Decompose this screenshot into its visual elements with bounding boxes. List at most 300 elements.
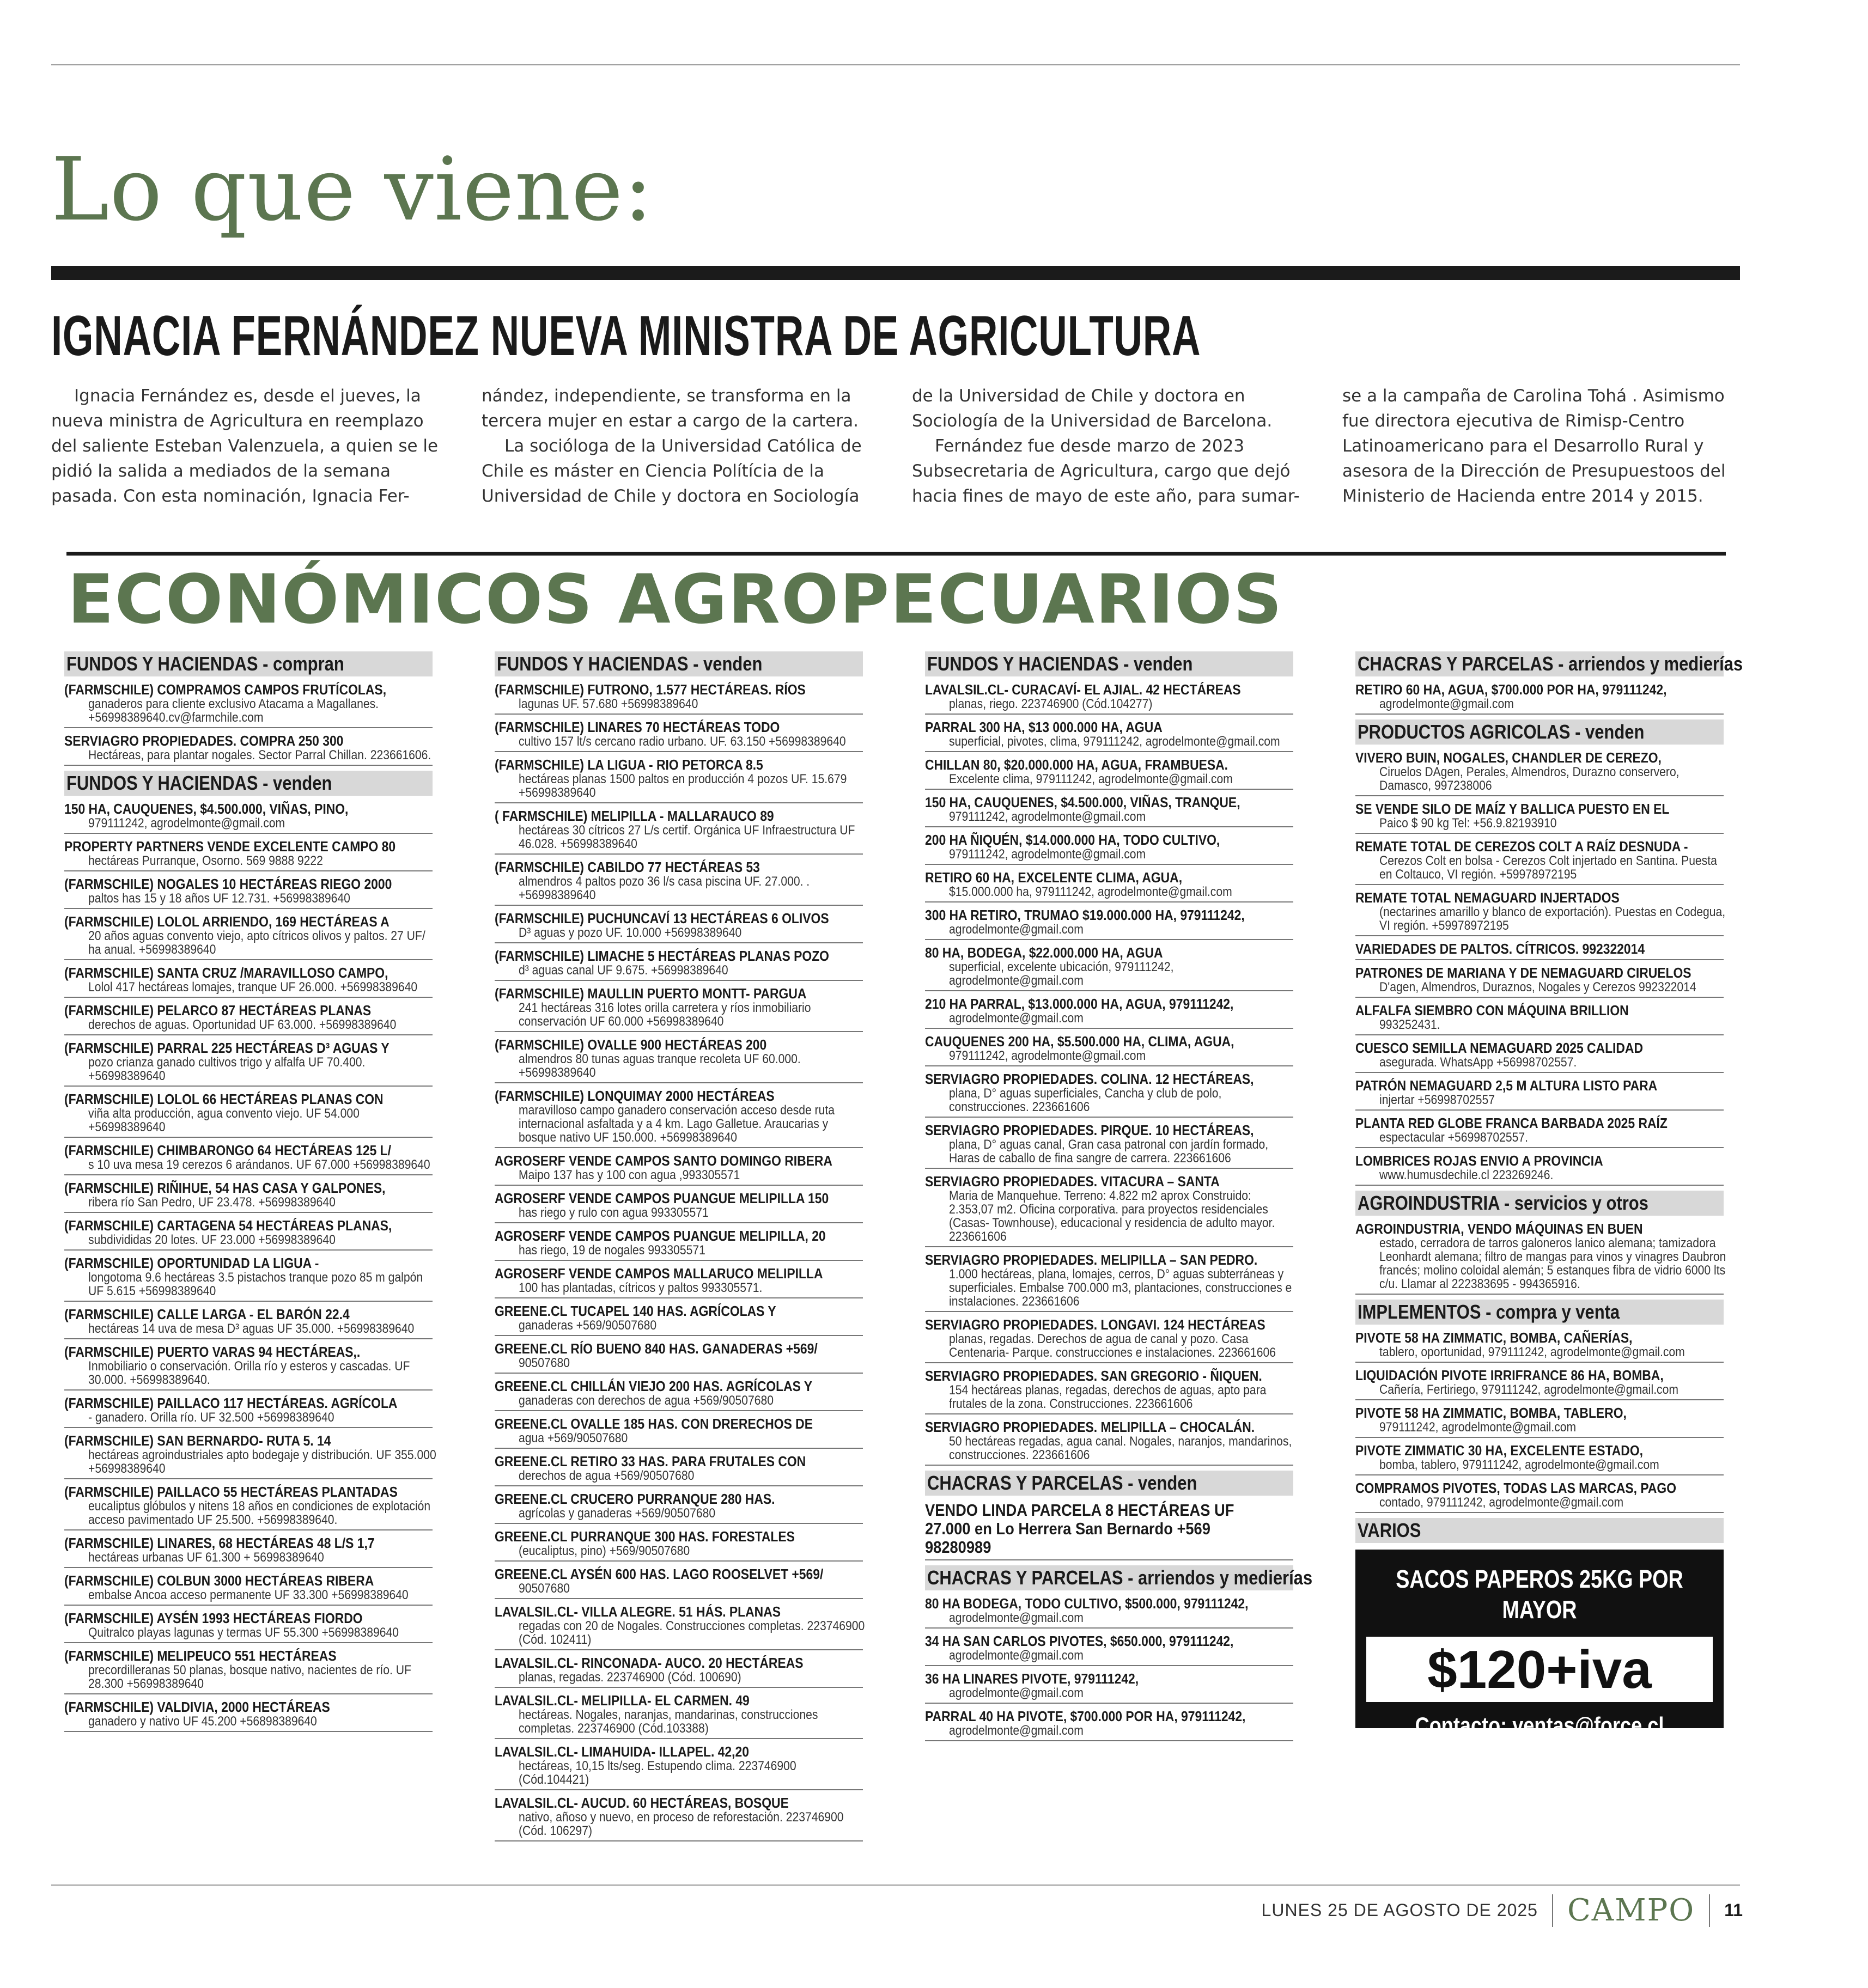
classified-ad: [925, 832, 1293, 865]
ad-title: (FARMSCHILE) LOLOL ARRIENDO, 169 HECTÁREAS A: [64, 913, 390, 930]
ad-title: PROPERTY PARTNERS VENDE EXCELENTE CAMPO 80: [64, 838, 396, 855]
ad-title: (FARMSCHILE) LINARES, 68 HECTÁREAS 48 L/S 1,7: [64, 1535, 375, 1551]
ad-title: (FARMSCHILE) LIMACHE 5 HECTÁREAS PLANAS POZO: [495, 948, 829, 964]
ad-description: 979111242, agrodelmonte@gmail.com: [949, 847, 1146, 862]
page-footer: [1262, 1893, 1743, 1928]
ad-description: (eucaliptus, pino) +569/90507680: [519, 1544, 690, 1558]
classified-ad: [925, 1071, 1293, 1118]
classified-ad: [1355, 890, 1724, 936]
ad-title: 36 HA LINARES PIVOTE, 979111242,: [925, 1670, 1139, 1687]
ad-description: tablero, oportunidad, 979111242, agrodelmonte@gmail.com: [1379, 1345, 1685, 1359]
ad-description: estado, cerradora de tarros galoneros lanico alemana; tamizadora Leonhardt alemana; filtro de mangas para vinos y vinagres Daubron francés; molino coloidal alemán; 5 estanques fibra de vidrio 6000 lts c/u. Llamar al 222383695 - 994365916.: [1379, 1236, 1726, 1291]
ad-title: (FARMSCHILE) CHIMBARONGO 64 HECTÁREAS 125 L/: [64, 1142, 392, 1158]
ad-description: agrícolas y ganaderas +569/90507680: [519, 1506, 716, 1521]
ad-title: PLANTA RED GLOBE FRANCA BARBADA 2025 RAÍZ: [1355, 1115, 1668, 1131]
classified-ad: [64, 682, 433, 728]
classified-ad: [495, 986, 863, 1032]
thick-divider: [51, 266, 1740, 280]
ad-description: agrodelmonte@gmail.com: [949, 1011, 1084, 1026]
news-column-1: [51, 383, 449, 509]
ad-description: Ciruelos DAgen, Perales, Almendros, Durazno conservero, Damasco, 997238006: [1379, 765, 1680, 793]
classified-ad: [495, 911, 863, 943]
ad-title: CHILLAN 80, $20.000.000 HA, AGUA, FRAMBUESA.: [925, 757, 1228, 773]
ad-title: (FARMSCHILE) SAN BERNARDO- RUTA 5. 14: [64, 1432, 331, 1449]
category-header: [1355, 1191, 1724, 1216]
ad-description: 993252431.: [1379, 1017, 1440, 1032]
ad-title: LOMBRICES ROJAS ENVIO A PROVINCIA: [1355, 1152, 1603, 1169]
ad-title: SERVIAGRO PROPIEDADES. PIRQUE. 10 HECTÁREAS,: [925, 1122, 1254, 1138]
ad-title: GREENE.CL CRUCERO PURRANQUE 280 HAS.: [495, 1491, 775, 1507]
ad-title: (FARMSCHILE) CALLE LARGA - EL BARÓN 22.4: [64, 1306, 350, 1322]
ad-title: (FARMSCHILE) AYSÉN 1993 HECTÁREAS FIORDO: [64, 1610, 363, 1626]
ad-title: PIVOTE 58 HA ZIMMATIC, BOMBA, CAÑERÍAS,: [1355, 1330, 1633, 1346]
ad-description: contado, 979111242, agrodelmonte@gmail.com: [1379, 1495, 1624, 1510]
classifieds-divider: [66, 552, 1726, 556]
ad-description: Cañería, Fertiriego, 979111242, agrodelmonte@gmail.com: [1379, 1382, 1678, 1397]
ad-title: (FARMSCHILE) OPORTUNIDAD LA LIGUA -: [64, 1255, 319, 1271]
ad-title: PATRONES DE MARIANA Y DE NEMAGUARD CIRUELOS: [1355, 965, 1691, 981]
ad-description: 1.000 hectáreas, plana, lomajes, cerros, D° aguas subterráneas y superficiales. Embalse 700.000 m3, plantaciones, construcciones e instalaciones. 223661606: [949, 1267, 1292, 1309]
news-body: [51, 383, 1740, 509]
category-header: [1355, 719, 1724, 745]
classified-ad: [925, 719, 1293, 752]
ad-description: www.humusdechile.cl 223269246.: [1379, 1168, 1554, 1182]
news-column-4: [1342, 383, 1740, 509]
classified-ad: [925, 907, 1293, 940]
ad-description: Quitralco playas lagunas y termas UF 55.300 +56998389640: [88, 1625, 399, 1640]
ad-title: AGROSERF VENDE CAMPOS PUANGUE MELIPILLA 150: [495, 1190, 829, 1206]
ad-title: GREENE.CL PURRANQUE 300 HAS. FORESTALES: [495, 1528, 795, 1545]
ad-description: cultivo 157 lt/s cercano radio urbano. UF. 63.150 +56998389640: [519, 734, 846, 749]
classified-ad: [495, 859, 863, 906]
ad-description: injertar +56998702557: [1379, 1093, 1495, 1107]
ad-title: PARRAL 40 HA PIVOTE, $700.000 POR HA, 979111242,: [925, 1708, 1246, 1724]
classified-ad: [1355, 801, 1724, 834]
classified-ad: [64, 914, 433, 960]
ad-title: CAUQUENES 200 HA, $5.500.000 HA, CLIMA, AGUA,: [925, 1033, 1234, 1050]
classified-ad: [495, 1191, 863, 1223]
category-header: [925, 1565, 1313, 1590]
ad-title: (FARMSCHILE) LONQUIMAY 2000 HECTÁREAS: [495, 1088, 775, 1104]
news-column-3: [912, 383, 1310, 509]
classified-ad: [1355, 1153, 1724, 1186]
classified-ad: [495, 1341, 863, 1374]
ad-description: ganaderos para cliente exclusivo Atacama a Magallanes. +56998389640.cv@farmchile.com: [88, 697, 379, 725]
classified-column-1: [64, 651, 436, 1737]
ad-description: hectáreas. Nogales, naranjas, mandarinas, construcciones completas. 223746900 (Cód.103388): [519, 1708, 818, 1736]
ad-description: asegurada. WhatsApp +56998702557.: [1379, 1055, 1577, 1070]
ad-title: (FARMSCHILE) RIÑIHUE, 54 HAS CASA Y GALPONES,: [64, 1180, 386, 1196]
ad-title: SERVIAGRO PROPIEDADES. SAN GREGORIO - ÑIQUEN.: [925, 1368, 1262, 1384]
ad-description: agrodelmonte@gmail.com: [949, 1723, 1084, 1738]
classified-ad: [1355, 941, 1724, 960]
ad-description: Maria de Manquehue. Terreno: 4.822 m2 aprox Construido: 2.353,07 m2. Oficina corporativa. para proyectos residenciales (Casas- Townhouse), educacional y residencia de adulto mayor. 223661606: [949, 1188, 1275, 1244]
classified-ad: [1355, 1443, 1724, 1475]
classified-ad: [1355, 839, 1724, 885]
classified-ad: [495, 1454, 863, 1486]
ad-title: PIVOTE ZIMMATIC 30 HA, EXCELENTE ESTADO,: [1355, 1442, 1643, 1459]
category-label: FUNDOS Y HACIENDAS - venden: [927, 652, 1193, 675]
ad-title: LAVALSIL.CL- VILLA ALEGRE. 51 HÁS. PLANAS: [495, 1603, 781, 1620]
classifieds-columns: [64, 651, 1743, 1850]
news-paragraph: Ignacia Fernández es, desde el jueves, la nueva ministra de Agricultura en reemplazo del saliente Esteban Valenzuela, a quien se le pidió la salida a mediados de la semana pasada. Con esta nominación, Ignacia Fer-: [51, 386, 439, 506]
ad-description: espectacular +56998702557.: [1379, 1130, 1529, 1145]
ad-description: Hectáreas, para plantar nogales. Sector Parral Chillan. 223661606.: [88, 748, 431, 763]
ad-description: plana, D° aguas superficiales, Cancha y club de polo, construcciones. 223661606: [949, 1086, 1222, 1114]
classified-ad: [495, 1228, 863, 1261]
classified-ad: [925, 945, 1293, 991]
ad-title: (FARMSCHILE) FUTRONO, 1.577 HECTÁREAS. RÍOS: [495, 681, 806, 698]
ad-title: 210 HA PARRAL, $13.000.000 HA, AGUA, 979111242,: [925, 996, 1234, 1012]
classified-ad: [64, 1180, 433, 1213]
ad-description: 979111242, agrodelmonte@gmail.com: [949, 1048, 1146, 1063]
ad-title: SERVIAGRO PROPIEDADES. MELIPILLA – CHOCALÁN.: [925, 1419, 1255, 1435]
ad-description: Paico $ 90 kg Tel: +56.9.82193910: [1379, 816, 1557, 831]
classified-ad: [925, 870, 1293, 902]
ad-description: agrodelmonte@gmail.com: [949, 1611, 1084, 1625]
category-label: FUNDOS Y HACIENDAS - venden: [497, 652, 763, 675]
ad-description: ganaderas con derechos de agua +569/90507680: [519, 1393, 774, 1408]
classified-ad: [925, 1501, 1293, 1560]
ad-description: superficial, excelente ubicación, 979111242, agrodelmonte@gmail.com: [949, 960, 1174, 988]
ad-description: derechos de agua +569/90507680: [519, 1468, 695, 1483]
classified-column-4: [1355, 651, 1743, 1765]
ad-description: agrodelmonte@gmail.com: [949, 1648, 1084, 1663]
ad-title: (FARMSCHILE) MELIPEUCO 551 HECTÁREAS: [64, 1648, 337, 1664]
classified-ad: [925, 1123, 1293, 1169]
classified-ad: [495, 1604, 863, 1650]
classified-ad: [495, 1566, 863, 1599]
ad-description: agrodelmonte@gmail.com: [1379, 697, 1514, 711]
classified-ad: [495, 1379, 863, 1411]
ad-title: VENDO LINDA PARCELA 8 HECTÁREAS UF 27.000 en Lo Herrera San Bernardo +569 98280989: [925, 1501, 1234, 1557]
top-rule: [51, 64, 1740, 65]
classified-ad: [495, 757, 863, 803]
promo-phone: fono +569 4547 3443: [1444, 1740, 1635, 1765]
ad-title: LAVALSIL.CL- CURACAVÍ- EL AJIAL. 42 HECTÁREAS: [925, 681, 1241, 698]
ad-title: AGROSERF VENDE CAMPOS PUANGUE MELIPILLA, 20: [495, 1228, 826, 1244]
ad-title: GREENE.CL RÍO BUENO 840 HAS. GANADERAS +569/: [495, 1340, 818, 1357]
ad-description: Cerezos Colt en bolsa - Cerezos Colt injertado en Santina. Puesta en Coltauco, VI región. +59978972195: [1379, 853, 1717, 882]
classified-ad: [495, 948, 863, 981]
classified-ad: [64, 1699, 433, 1732]
classified-ad: [495, 1088, 863, 1148]
ad-description: 979111242, agrodelmonte@gmail.com: [1379, 1420, 1577, 1435]
ad-description: ganadero y nativo UF 45.200 +56898389640: [88, 1714, 317, 1729]
category-header: [925, 651, 1293, 676]
ad-description: ganaderas +569/90507680: [519, 1318, 657, 1333]
classified-ad: [495, 1744, 863, 1790]
category-label: PRODUCTOS AGRICOLAS - venden: [1358, 721, 1645, 743]
ad-title: (FARMSCHILE) CARTAGENA 54 HECTÁREAS PLANAS,: [64, 1217, 392, 1234]
classified-ad: [1355, 965, 1724, 998]
ad-description: paltos has 15 y 18 años UF 12.731. +56998389640: [88, 891, 350, 906]
classified-ad: [64, 1395, 433, 1428]
classified-ad: [495, 1693, 863, 1739]
ad-description: 979111242, agrodelmonte@gmail.com: [88, 816, 285, 831]
ad-description: derechos de aguas. Oportunidad UF 63.000. +56998389640: [88, 1017, 397, 1032]
classified-ad: [64, 733, 433, 766]
classified-ad: [1355, 1221, 1724, 1295]
ad-title: CUESCO SEMILLA NEMAGUARD 2025 CALIDAD: [1355, 1040, 1643, 1056]
ad-description: D'agen, Almendros, Duraznos, Nogales y Cerezos 992322014: [1379, 980, 1696, 995]
ad-description: eucaliptus glóbulos y nitens 18 años en condiciones de explotación acceso pavimentado UF 25.500. +56998389640.: [88, 1499, 431, 1527]
ad-title: (FARMSCHILE) CABILDO 77 HECTÁREAS 53: [495, 859, 760, 875]
classified-ad: [64, 1432, 436, 1479]
ad-title: LAVALSIL.CL- RINCONADA- AUCO. 20 HECTÁREAS: [495, 1655, 804, 1671]
ad-title: 150 HA, CAUQUENES, $4.500.000, VIÑAS, TRANQUE,: [925, 794, 1240, 810]
classified-ad: [64, 801, 433, 834]
classified-ad: [64, 1484, 433, 1530]
ad-title: 300 HA RETIRO, TRUMAO $19.000.000 HA, 979111242,: [925, 907, 1245, 923]
category-header: [64, 651, 433, 676]
classified-ad: [64, 839, 433, 871]
ad-title: AGROSERF VENDE CAMPOS MALLARUCO MELIPILLA: [495, 1265, 823, 1282]
footer-separator: [1709, 1894, 1710, 1927]
ad-description: has riego, 19 de nogales 993305571: [519, 1243, 705, 1258]
ad-description: nativo, añoso y nuevo, en proceso de reforestación. 223746900 (Cód. 106297): [519, 1810, 844, 1838]
classified-ad: [495, 1037, 863, 1083]
ad-description: planas, regadas. 223746900 (Cód. 100690): [519, 1670, 741, 1685]
ad-description: agrodelmonte@gmail.com: [949, 1686, 1084, 1700]
classified-ad: [925, 757, 1293, 790]
ad-description: 50 hectáreas regadas, agua canal. Nogales, naranjos, mandarinos, construcciones. 223661606: [949, 1434, 1292, 1462]
ad-title: RETIRO 60 HA, AGUA, $700.000 POR HA, 979111242,: [1355, 681, 1667, 698]
ad-title: LIQUIDACIÓN PIVOTE IRRIFRANCE 86 HA, BOMBA,: [1355, 1367, 1664, 1383]
category-label: CHACRAS Y PARCELAS - venden: [927, 1472, 1197, 1494]
ad-description: Maipo 137 has y 100 con agua ,993305571: [519, 1168, 740, 1182]
classified-ad: [495, 682, 863, 715]
classified-ad: [64, 1255, 433, 1302]
ad-title: SERVIAGRO PROPIEDADES. VITACURA – SANTA: [925, 1173, 1220, 1190]
classified-ad: [495, 1655, 863, 1688]
ad-title: SERVIAGRO PROPIEDADES. LONGAVI. 124 HECTÁREAS: [925, 1316, 1265, 1333]
footer-brand: CAMPO: [1567, 1893, 1695, 1928]
ad-description: 90507680: [519, 1356, 570, 1370]
category-header: [925, 1471, 1293, 1496]
classified-ad: [1355, 1368, 1724, 1400]
promo-contact: Contacto: ventas@force.cl: [1415, 1712, 1664, 1738]
classified-ad: [925, 1252, 1293, 1312]
news-paragraph: nández, independiente, se transforma en la tercera mujer en estar a cargo de la cartera.: [482, 386, 859, 431]
category-label: IMPLEMENTOS - compra y venta: [1358, 1301, 1620, 1323]
classified-ad: [64, 1573, 433, 1606]
classified-ad: [1355, 1480, 1724, 1513]
classified-ad: [495, 1303, 863, 1336]
ad-title: (FARMSCHILE) SANTA CRUZ /MARAVILLOSO CAMPO,: [64, 965, 388, 981]
ad-description: ribera río San Pedro, UF 23.478. +56998389640: [88, 1195, 336, 1210]
category-header: [1355, 1300, 1724, 1325]
ad-title: (FARMSCHILE) COMPRAMOS CAMPOS FRUTÍCOLAS,: [64, 681, 387, 698]
ad-title: (FARMSCHILE) PUCHUNCAVÍ 13 HECTÁREAS 6 OLIVOS: [495, 910, 829, 926]
category-label: AGROINDUSTRIA - servicios y otros: [1358, 1192, 1648, 1214]
promo-ad-box: [1355, 1550, 1724, 1765]
classified-ad: [495, 719, 863, 752]
ad-description: Excelente clima, 979111242, agrodelmonte@gmail.com: [949, 772, 1233, 786]
ad-title: 150 HA, CAUQUENES, $4.500.000, VIÑAS, PINO,: [64, 801, 349, 817]
classified-ad: [64, 1611, 433, 1643]
category-header: [64, 771, 433, 796]
ad-description: (nectarines amarillo y blanco de exportación). Puestas en Codegua, VI región. +59978972195: [1379, 905, 1726, 933]
ad-title: GREENE.CL TUCAPEL 140 HAS. AGRÍCOLAS Y: [495, 1303, 776, 1319]
classified-ad: [1355, 1330, 1724, 1363]
ad-description: hectáreas planas 1500 paltos en producción 4 pozos UF. 15.679 +56998389640: [519, 772, 847, 800]
classified-ad: [1355, 1040, 1724, 1073]
ad-title: (FARMSCHILE) PAILLACO 117 HECTÁREAS. AGRÍCOLA: [64, 1395, 398, 1411]
page-number: 11: [1724, 1900, 1743, 1920]
classified-column-2: [495, 651, 863, 1846]
classified-ad: [64, 1307, 433, 1339]
ad-description: $15.000.000 ha, 979111242, agrodelmonte@gmail.com: [949, 885, 1232, 899]
classified-ad: [925, 1317, 1293, 1363]
classified-ad: [495, 1416, 863, 1449]
classified-ad: [495, 808, 863, 855]
ad-description: hectáreas 30 cítricos 27 L/s certif. Orgánica UF Infraestructura UF 46.028. +56998389640: [519, 823, 855, 851]
category-header: [1355, 1518, 1724, 1543]
ad-title: GREENE.CL AYSÉN 600 HAS. LAGO ROOSELVET +569/: [495, 1566, 824, 1582]
ad-title: AGROSERF VENDE CAMPOS SANTO DOMINGO RIBERA: [495, 1152, 832, 1169]
ad-title: GREENE.CL RETIRO 33 HAS. PARA FRUTALES CON: [495, 1453, 806, 1469]
classified-column-3: [925, 651, 1313, 1746]
ad-title: GREENE.CL CHILLÁN VIEJO 200 HAS. AGRÍCOLAS Y: [495, 1378, 813, 1394]
classified-ad: [925, 1034, 1293, 1066]
classified-ad: [64, 1143, 433, 1175]
ad-description: 241 hectáreas 316 lotes orilla carretera y ríos inmobiliario conservación UF 60.000 +56998389640: [519, 1001, 811, 1029]
ad-description: 90507680: [519, 1581, 570, 1596]
ad-description: s 10 uva mesa 19 cerezos 6 arándanos. UF 67.000 +56998389640: [88, 1157, 430, 1172]
news-paragraph: se a la campaña de Carolina Tohá . Asimismo fue directora ejecutiva de Rimisp-Centro Latinoamericano para el Desarrollo Rural y asesora de la Dirección de Presupuestoos del Ministerio de Hacienda entre 2014 y 2015.: [1342, 386, 1726, 506]
ad-title: RETIRO 60 HA, EXCELENTE CLIMA, AGUA,: [925, 869, 1183, 886]
promo-line: SACOS PAPEROS 25KG POR MAYOR: [1396, 1565, 1683, 1624]
ad-description: hectáreas 14 uva de mesa D³ aguas UF 35.000. +56998389640: [88, 1321, 415, 1336]
classifieds-title: ECONÓMICOS AGROPECUARIOS: [68, 560, 1283, 639]
ad-title: (FARMSCHILE) OVALLE 900 HECTÁREAS 200: [495, 1036, 767, 1053]
classified-ad: [925, 1633, 1293, 1666]
classified-ad: [1355, 1405, 1724, 1438]
category-label: FUNDOS Y HACIENDAS - compran: [66, 652, 344, 675]
ad-description: hectáreas urbanas UF 61.300 + 56998389640: [88, 1550, 324, 1565]
classified-ad: [64, 1344, 433, 1391]
ad-description: precordilleranas 50 planas, bosque nativo, nacientes de río. UF 28.300 +56998389640: [88, 1663, 411, 1691]
classified-ad: [64, 876, 433, 909]
ad-description: planas, riego. 223746900 (Cód.104277): [949, 697, 1153, 711]
ad-description: agrodelmonte@gmail.com: [949, 922, 1084, 937]
ad-title: (FARMSCHILE) NOGALES 10 HECTÁREAS RIEGO 2000: [64, 876, 392, 892]
ad-title: (FARMSCHILE) PARRAL 225 HECTÁREAS D³ AGUAS Y: [64, 1040, 390, 1056]
ad-description: d³ aguas canal UF 9.675. +56998389640: [519, 963, 728, 978]
ad-title: (FARMSCHILE) VALDIVIA, 2000 HECTÁREAS: [64, 1699, 330, 1715]
ad-title: ( FARMSCHILE) MELIPILLA - MALLARAUCO 89: [495, 808, 774, 824]
ad-description: 979111242, agrodelmonte@gmail.com: [949, 809, 1146, 824]
classified-ad: [1355, 1003, 1724, 1035]
news-paragraph: La socióloga de la Universidad Católica de Chile es máster en Ciencia Polítícia de la Universidad de Chile y doctora en Sociología: [482, 436, 862, 506]
classified-ad: [64, 1648, 433, 1694]
category-label: FUNDOS Y HACIENDAS - venden: [66, 772, 332, 794]
category-label: CHACRAS Y PARCELAS - arriendos y medierías: [1358, 652, 1743, 675]
ad-description: - ganadero. Orilla río. UF 32.500 +56998389640: [88, 1410, 334, 1425]
ad-title: SERVIAGRO PROPIEDADES. MELIPILLA – SAN PEDRO.: [925, 1252, 1258, 1268]
ad-title: (FARMSCHILE) PELARCO 87 HECTÁREAS PLANAS: [64, 1002, 372, 1019]
ad-title: PATRÓN NEMAGUARD 2,5 M ALTURA LISTO PARA: [1355, 1077, 1658, 1094]
ad-title: AGROINDUSTRIA, VENDO MÁQUINAS EN BUEN: [1355, 1221, 1643, 1237]
ad-description: D³ aguas y pozo UF. 10.000 +56998389640: [519, 925, 742, 940]
ad-title: 80 HA BODEGA, TODO CULTIVO, $500.000, 979111242,: [925, 1595, 1249, 1612]
classified-ad: [925, 1174, 1293, 1247]
classified-ad: [64, 965, 433, 998]
bottom-rule: [51, 1885, 1740, 1886]
ad-title: (FARMSCHILE) LOLOL 66 HECTÁREAS PLANAS CON: [64, 1091, 384, 1107]
ad-description: hectáreas, 10,15 lts/seg. Estupendo clima. 223746900 (Cód.104421): [519, 1759, 796, 1787]
ad-description: regadas con 20 de Nogales. Construcciones completas. 223746900 (Cód. 102411): [519, 1619, 865, 1647]
classified-ad: [64, 1091, 433, 1138]
ad-title: LAVALSIL.CL- AUCUD. 60 HECTÁREAS, BOSQUE: [495, 1795, 789, 1811]
classified-ad: [495, 1795, 863, 1841]
ad-description: 154 hectáreas planas, regadas, derechos de aguas, apto para frutales de la zona. Construcciones. 223661606: [949, 1383, 1267, 1411]
classified-ad: [495, 1153, 863, 1186]
ad-title: COMPRAMOS PIVOTES, TODAS LAS MARCAS, PAGO: [1355, 1480, 1676, 1496]
ad-description: has riego y rulo con agua 993305571: [519, 1205, 709, 1220]
ad-title: 200 HA ÑIQUÉN, $14.000.000 HA, TODO CULTIVO,: [925, 832, 1220, 848]
ad-title: (FARMSCHILE) PAILLACO 55 HECTÁREAS PLANTADAS: [64, 1484, 398, 1500]
news-paragraph: de la Universidad de Chile y doctora en Sociología de la Universidad de Barcelona.: [912, 386, 1273, 431]
ad-title: 34 HA SAN CARLOS PIVOTES, $650.000, 979111242,: [925, 1633, 1234, 1649]
category-label: VARIOS: [1358, 1519, 1421, 1541]
classified-ad: [925, 1596, 1293, 1629]
ad-title: SERVIAGRO PROPIEDADES. COLINA. 12 HECTÁREAS,: [925, 1071, 1254, 1087]
ad-title: (FARMSCHILE) MAULLIN PUERTO MONTT- PARGUA: [495, 985, 807, 1002]
category-header: [495, 651, 863, 676]
classified-ad: [495, 1266, 863, 1298]
ad-description: almendros 80 tunas aguas tranque recoleta UF 60.000. +56998389640: [519, 1052, 801, 1080]
classified-ad: [1355, 750, 1724, 796]
ad-description: pozo crianza ganado cultivos trigo y alfalfa UF 70.400. +56998389640: [88, 1055, 366, 1083]
classified-ad: [64, 1218, 433, 1251]
ad-description: maravilloso campo ganadero conservación acceso desde ruta internacional asfaltada y a 4 km. Lago Galletue. Araucarias y bosque nativo UF 150.000. +56998389640: [519, 1103, 835, 1145]
classified-ad: [64, 1040, 433, 1087]
ad-description: superficial, pivotes, clima, 979111242, agrodelmonte@gmail.com: [949, 734, 1280, 749]
ad-description: bomba, tablero, 979111242, agrodelmonte@gmail.com: [1379, 1458, 1659, 1472]
ad-title: SE VENDE SILO DE MAÍZ Y BALLICA PUESTO EN EL: [1355, 801, 1670, 817]
ad-description: Inmobiliario o conservación. Orilla río y esteros y cascadas. UF 30.000. +56998389640.: [88, 1359, 410, 1387]
ad-description: agua +569/90507680: [519, 1431, 628, 1446]
classified-ad: [925, 996, 1293, 1029]
classified-ad: [495, 1529, 863, 1562]
ad-title: LAVALSIL.CL- MELIPILLA- EL CARMEN. 49: [495, 1692, 750, 1709]
ad-title: (FARMSCHILE) LINARES 70 HECTÁREAS TODO: [495, 719, 780, 735]
footer-separator: [1552, 1894, 1553, 1927]
classified-ad: [925, 1368, 1293, 1414]
category-header: [1355, 651, 1743, 676]
classified-ad: [925, 1671, 1293, 1704]
ad-title: 80 HA, BODEGA, $22.000.000 HA, AGUA: [925, 944, 1163, 961]
news-column-2: [482, 383, 879, 509]
classified-ad: [925, 1709, 1293, 1741]
ad-description: subdivididas 20 lotes. UF 23.000 +56998389640: [88, 1233, 336, 1247]
ad-description: planas, regadas. Derechos de agua de canal y pozo. Casa Centenaria- Parque. construcciones e instalaciones. 223661606: [949, 1332, 1276, 1360]
ad-description: longotoma 9.6 hectáreas 3.5 pistachos tranque pozo 85 m galpón UF 5.615 +56998389640: [88, 1270, 423, 1298]
ad-title: VARIEDADES DE PALTOS. CÍTRICOS. 992322014: [1355, 941, 1645, 957]
classified-ad: [1355, 682, 1724, 715]
section-headline: Lo que viene:: [51, 138, 654, 240]
ad-title: ALFALFA SIEMBRO CON MÁQUINA BRILLION: [1355, 1002, 1629, 1019]
ad-description: embalse Ancoa acceso permanente UF 33.300 +56998389640: [88, 1588, 409, 1602]
ad-title: REMATE TOTAL DE CEREZOS COLT A RAÍZ DESNUDA -: [1355, 838, 1688, 855]
ad-title: VIVERO BUIN, NOGALES, CHANDLER DE CEREZO,: [1355, 749, 1662, 766]
ad-title: LAVALSIL.CL- LIMAHUIDA- ILLAPEL. 42,20: [495, 1743, 749, 1760]
news-title: IGNACIA FERNÁNDEZ NUEVA MINISTRA DE AGRICULTURA: [51, 304, 1201, 368]
ad-title: REMATE TOTAL NEMAGUARD INJERTADOS: [1355, 889, 1620, 906]
classified-ad: [925, 795, 1293, 827]
